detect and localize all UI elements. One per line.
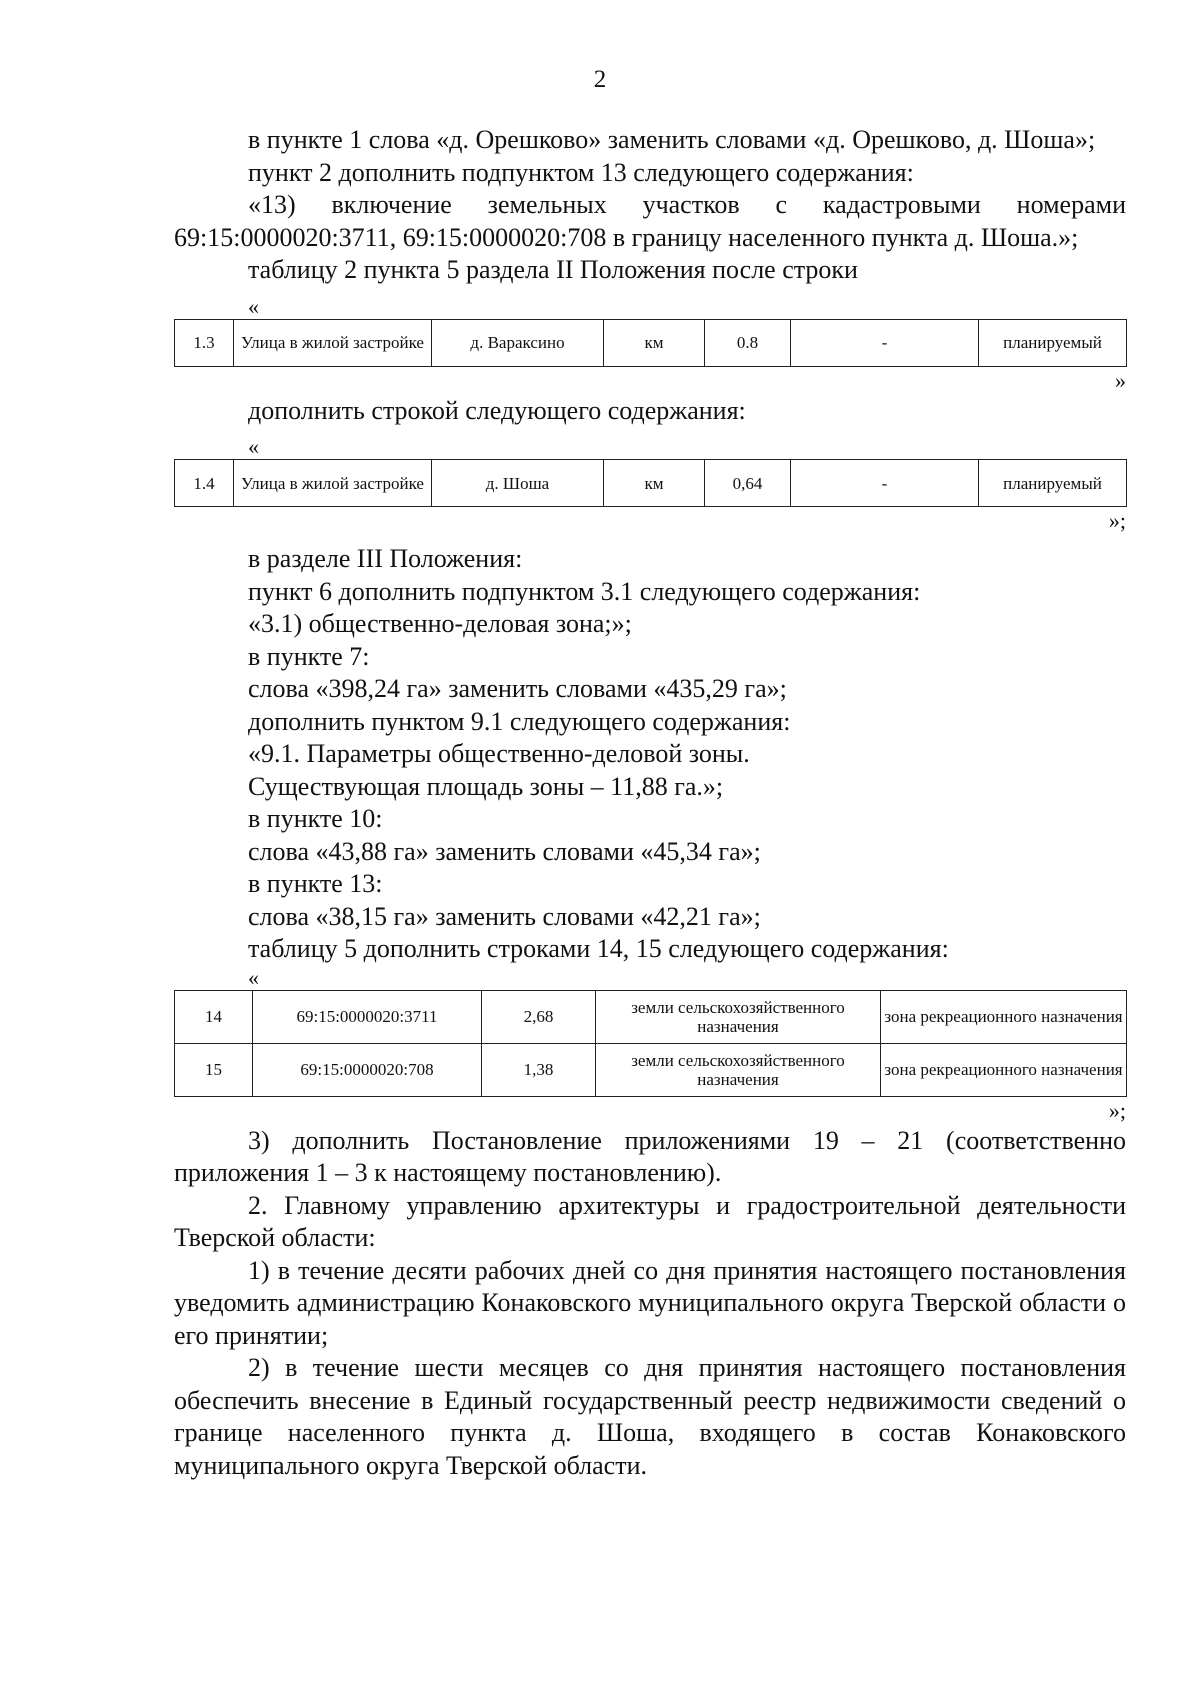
line-13: таблицу 5 дополнить строками 14, 15 следующего содержания: — [248, 934, 949, 963]
quote-close-c: »; — [1108, 1097, 1126, 1123]
table-cell: - — [791, 319, 979, 366]
table-cell: 1.4 — [175, 460, 234, 507]
line-2: пункт 6 дополнить подпунктом 3.1 следующего содержания: — [248, 576, 921, 606]
quote-open-c: « — [248, 964, 259, 990]
paragraph-2: пункт 2 дополнить подпунктом 13 следующего содержания: — [248, 157, 914, 187]
quote-close-b: »; — [1108, 508, 1126, 533]
table-land-plots — [174, 990, 1127, 1097]
table-row — [175, 319, 1127, 366]
paragraph-3: «13) включение земельных участков с кадастровыми номерами 69:15:0000020:3711, 69:15:0000020:708 в границу населенного пункта д. Шоша.»; — [174, 190, 1126, 252]
table-cell: - — [791, 460, 979, 507]
line-10: слова «43,88 га» заменить словами «45,34 га»; — [248, 836, 761, 866]
paragraph-4: таблицу 2 пункта 5 раздела II Положения после строки — [248, 255, 858, 284]
table-road-existing — [174, 319, 1127, 367]
line-4: в пункте 7: — [248, 641, 370, 671]
line-6: дополнить пунктом 9.1 следующего содержания: — [248, 706, 791, 736]
line-9: в пункте 10: — [248, 804, 383, 833]
table-cell: планируемый — [979, 460, 1127, 507]
document-body — [174, 124, 1126, 1482]
table-cell: км — [604, 460, 705, 507]
table-cell: Улица в жилой застройке — [234, 460, 432, 507]
table-cell: 2,68 — [482, 990, 596, 1043]
line-5: слова «398,24 га» заменить словами «435,29 га»; — [248, 674, 787, 703]
table-cell: 69:15:0000020:708 — [253, 1043, 482, 1096]
table-row — [175, 460, 1127, 507]
paragraph-7: 2. Главному управлению архитектуры и градостроительной деятельности Тверской области: — [174, 1190, 1126, 1252]
table-cell: 15 — [175, 1043, 253, 1096]
paragraph-8: 1) в течение десяти рабочих дней со дня принятия настоящего постановления уведомить администрацию Конаковского муниципального округа Тверской области о его принятии; — [174, 1255, 1126, 1350]
table-row — [175, 1043, 1127, 1096]
line-11: в пункте 13: — [248, 869, 383, 898]
table-cell: 0,64 — [705, 460, 791, 507]
quote-open-b: « — [248, 434, 259, 459]
line-1: в разделе III Положения: — [248, 544, 523, 573]
table-cell: 1.3 — [175, 319, 234, 366]
table-cell: земли сельскохозяйственного назначения — [596, 1043, 881, 1096]
table-cell: планируемый — [979, 319, 1127, 366]
paragraph-6: 3) дополнить Постановление приложениями 19 – 21 (соответственно приложения 1 – 3 к настоящему постановлению). — [174, 1125, 1126, 1187]
table-cell: зона рекреационного назначения — [881, 990, 1127, 1043]
table-cell: д. Варaксино — [432, 319, 604, 366]
line-7: «9.1. Параметры общественно-деловой зоны. — [248, 739, 750, 768]
quote-close-a: » — [1115, 367, 1126, 393]
paragraph-1: в пункте 1 слова «д. Орешково» заменить словами «д. Орешково, д. Шоша»; — [248, 125, 1096, 154]
table-cell: км — [604, 319, 705, 366]
table-road-new — [174, 459, 1127, 507]
page-number: 2 — [593, 66, 607, 93]
line-3: «3.1) общественно-деловая зона;»; — [248, 609, 632, 638]
table-cell: земли сельскохозяйственного назначения — [596, 990, 881, 1043]
quote-open-a: « — [248, 293, 259, 319]
line-12: слова «38,15 га» заменить словами «42,21 га»; — [248, 901, 761, 931]
paragraph-5: дополнить строкой следующего содержания: — [248, 395, 746, 425]
table-cell: 1,38 — [482, 1043, 596, 1096]
table-cell: 69:15:0000020:3711 — [253, 990, 482, 1043]
table-cell: 14 — [175, 990, 253, 1043]
table-row — [175, 990, 1127, 1043]
line-8: Существующая площадь зоны – 11,88 га.»; — [248, 771, 724, 801]
table-cell: зона рекреационного назначения — [881, 1043, 1127, 1096]
paragraph-9: 2) в течение шести месяцев со дня принятия настоящего постановления обеспечить внесение в Единый государственный реестр недвижимости сведений о границе населенного пункта д. Шоша, входящего в состав Конаковского муниципального округа Тверской области. — [174, 1353, 1126, 1480]
table-cell: Улица в жилой застройке — [234, 319, 432, 366]
table-cell: д. Шоша — [432, 460, 604, 507]
table-cell: 0.8 — [705, 319, 791, 366]
